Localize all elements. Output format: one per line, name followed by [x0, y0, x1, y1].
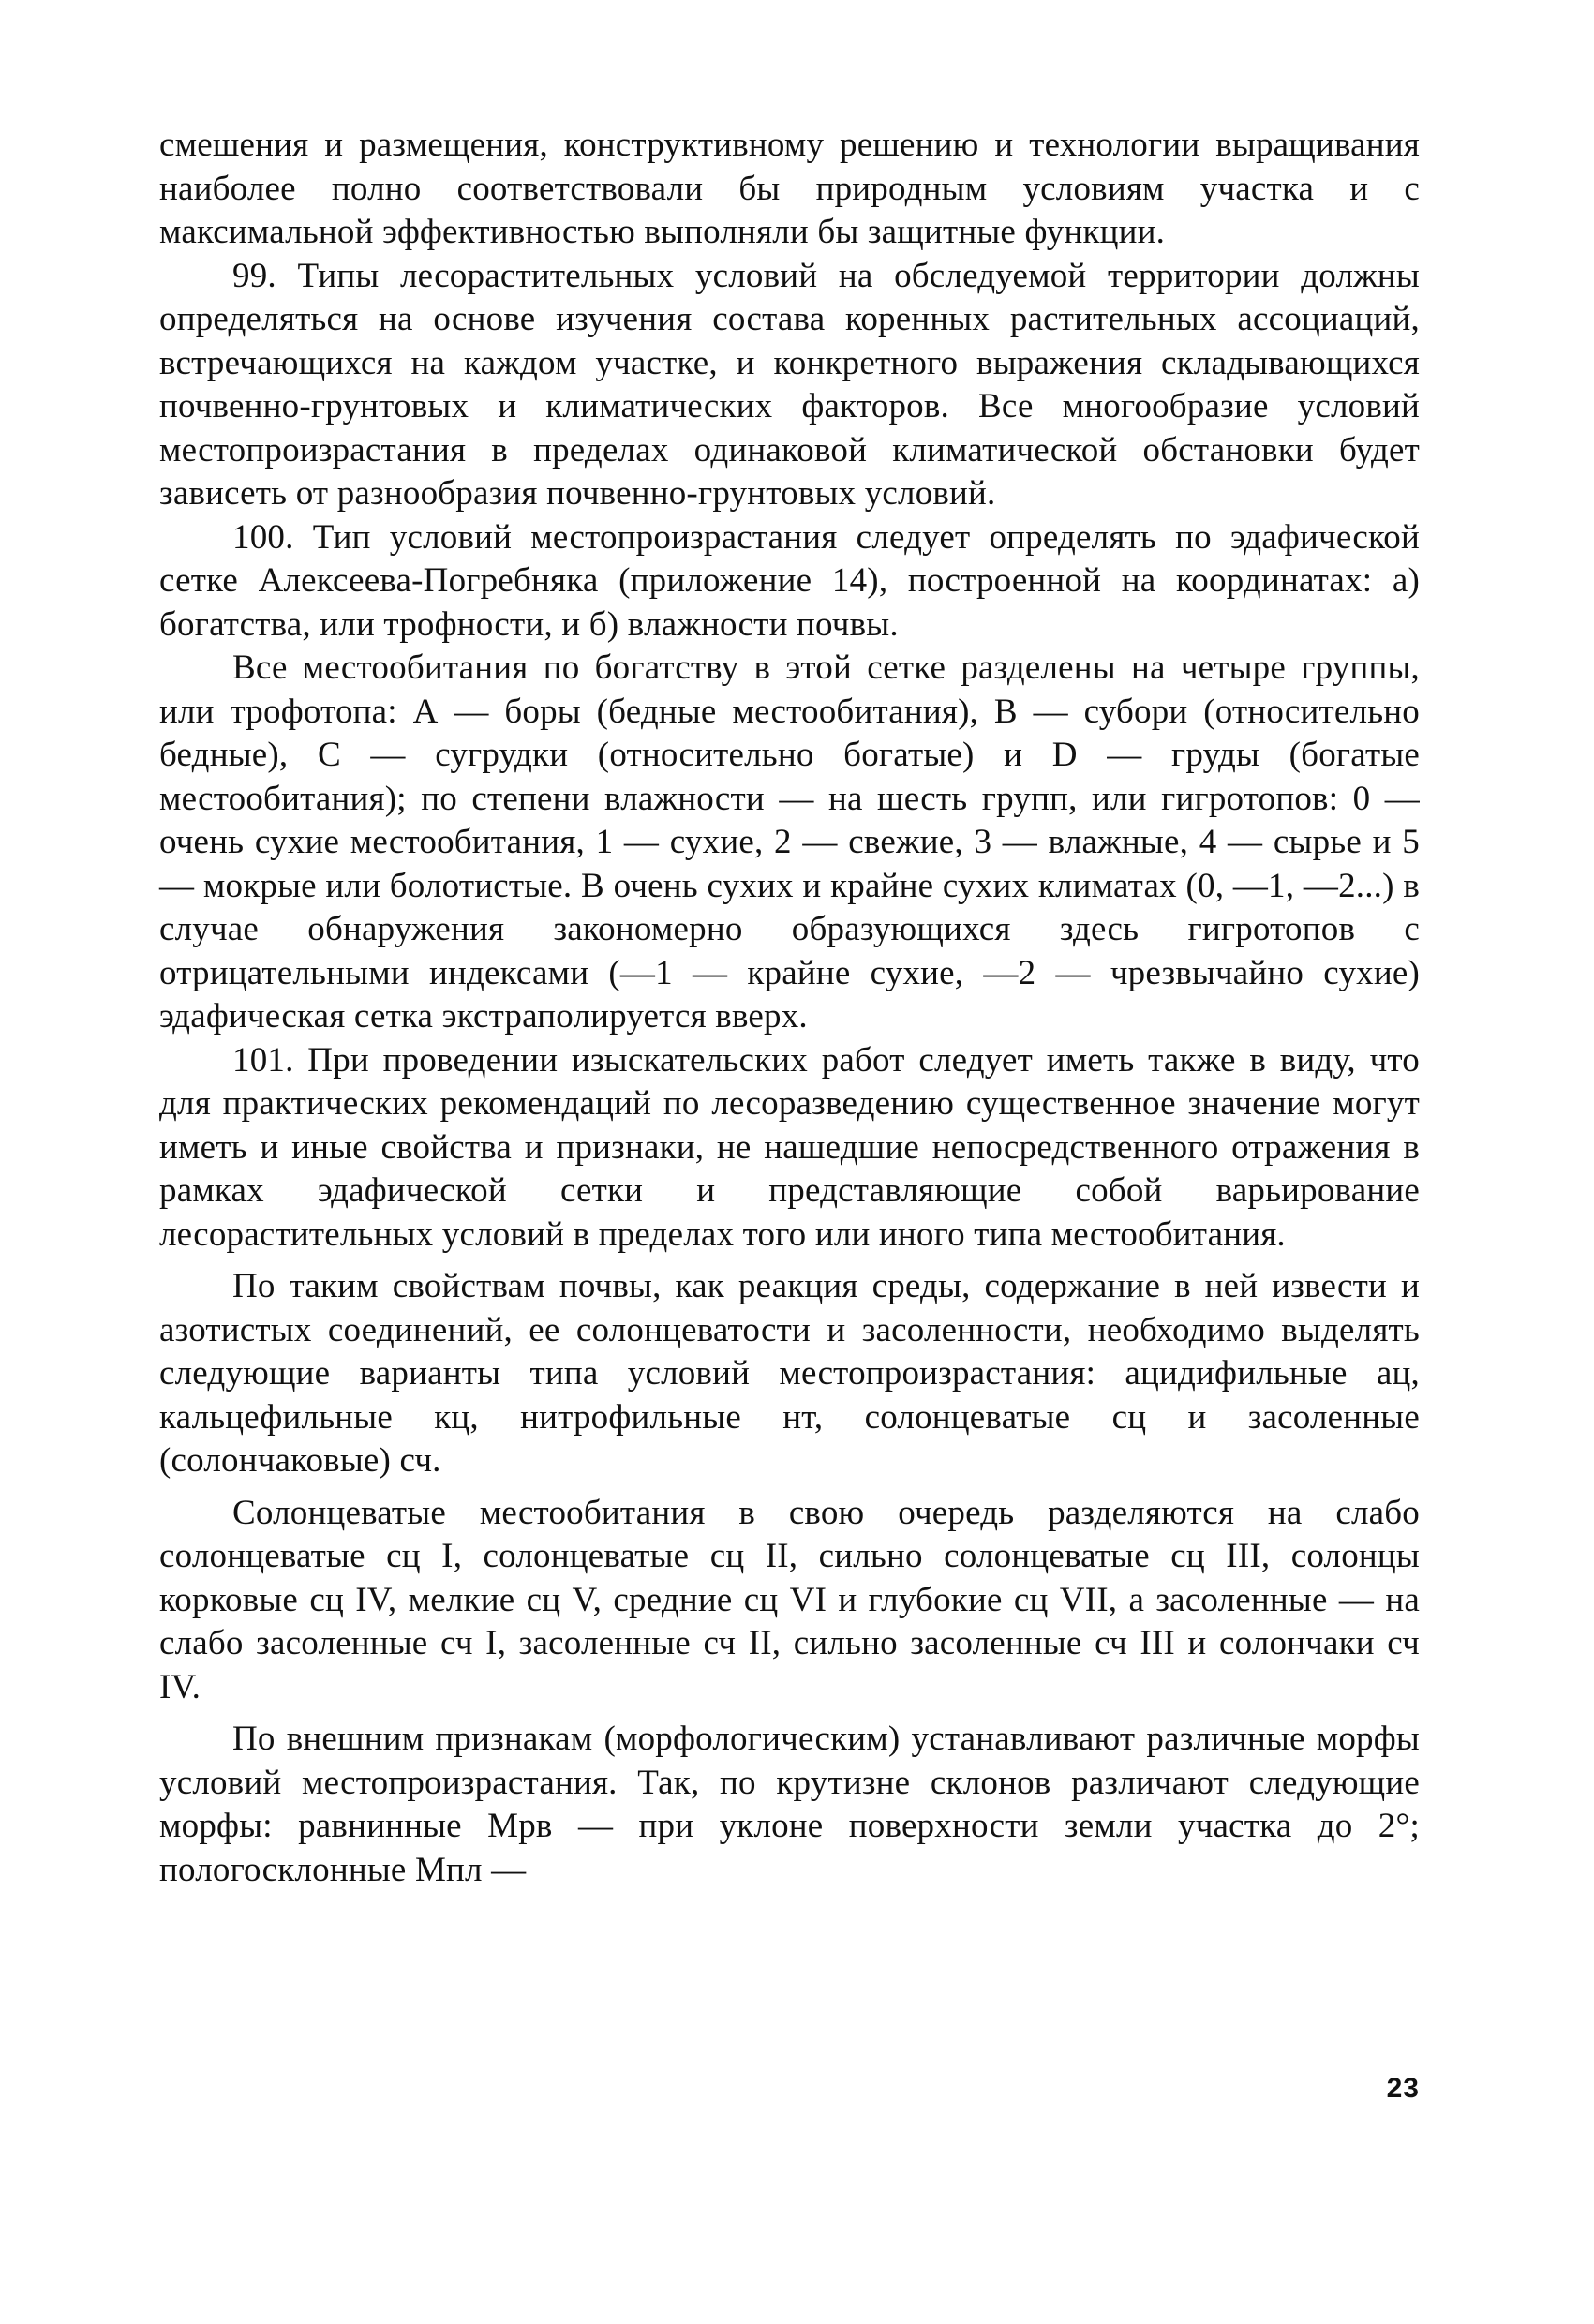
paragraph-morphs: По внешним признакам (морфологическим) устанавливают различные морфы условий местопроизрастания. Так, по крутизне склонов различают следующие морфы: равнинные Мрв — при уклоне поверхности земли участка до 2°; пологосклонные Мпл —: [159, 1720, 1420, 1889]
paragraph-99-forest-conditions: 99. Типы лесорастительных условий на обследуемой территории должны определяться на основе изучения состава коренных растительных ассоциаций, встречающихся на каждом участке, и конкретного выражения складывающихся почвенно-грунтовых и климатических факторов. Все многообразие условий местопроизрастания в пределах одинаковой климатической обстановки будет зависеть от разнообразия почвенно-грунтовых условий.: [159, 256, 1420, 513]
paragraph-trophotopes-hygrotopes: Все местообитания по богатству в этой сетке разделены на четыре группы, или трофотопа: А — боры (бедные местообитания), В — субори (относительно бедные), С — сугрудки (относительно богатые) и D — груды (богатые местообитания); по степени влажности — на шесть групп, или гигротопов: 0 — очень сухие местообитания, 1 — сухие, 2 — свежие, 3 — влажные, 4 — сырье и 5 — мокрые или болотистые. В очень сухих и крайне сухих климатах (0, —1, —2...) в случае обнаружения закономерно образующихся здесь гигротопов с отрицательными индексами (—1 — крайне сухие, —2 — чрезвычайно сухие) эдафическая сетка экстраполируется вверх.: [159, 648, 1420, 1035]
paragraph-soil-variants: По таким свойствам почвы, как реакция среды, содержание в ней извести и азотистых соединений, ее солонцеватости и засоленности, необходимо выделять следующие варианты типа условий местопроизрастания: ацидифильные ац, кальцефильные кц, нитрофильные нт, солонцеватые сц и засоленные (солончаковые) сч.: [159, 1267, 1420, 1480]
page-number: 23: [1386, 2073, 1420, 2104]
paragraph-solonetz-habitats: Солонцеватые местообитания в свою очередь разделяются на слабо солонцеватые сц I, солонцеватые сц II, сильно солонцеватые сц III, солонцы корковые сц IV, мелкие сц V, средние сц VI и глубокие сц VII, а засоленные — на слабо засоленные сч I, засоленные сч II, сильно засоленные сч III и солончаки сч IV.: [159, 1493, 1420, 1706]
paragraph-100-edaphic-grid: 100. Тип условий местопроизрастания следует определять по эдафической сетке Алексеева-Погребняка (приложение 14), построенной на координатах: а) богатства, или трофности, и б) влажности почвы.: [159, 517, 1420, 644]
paragraph-continuation: смешения и размещения, конструктивному решению и технологии выращивания наиболее полно соответствовали бы природным условиям участка и с максимальной эффективностью выполняли бы защитные функции.: [159, 126, 1420, 251]
paragraph-101-survey-works: 101. При проведении изыскательских работ следует иметь также в виду, что для практических рекомендаций по лесоразведению существенное значение могут иметь и иные свойства и признаки, не нашедшие непосредственного отражения в рамках эдафической сетки и представляющие собой варьирование лесорастительных условий в пределах того или иного типа местообитания.: [159, 1040, 1420, 1254]
page-body: [159, 124, 1420, 1892]
